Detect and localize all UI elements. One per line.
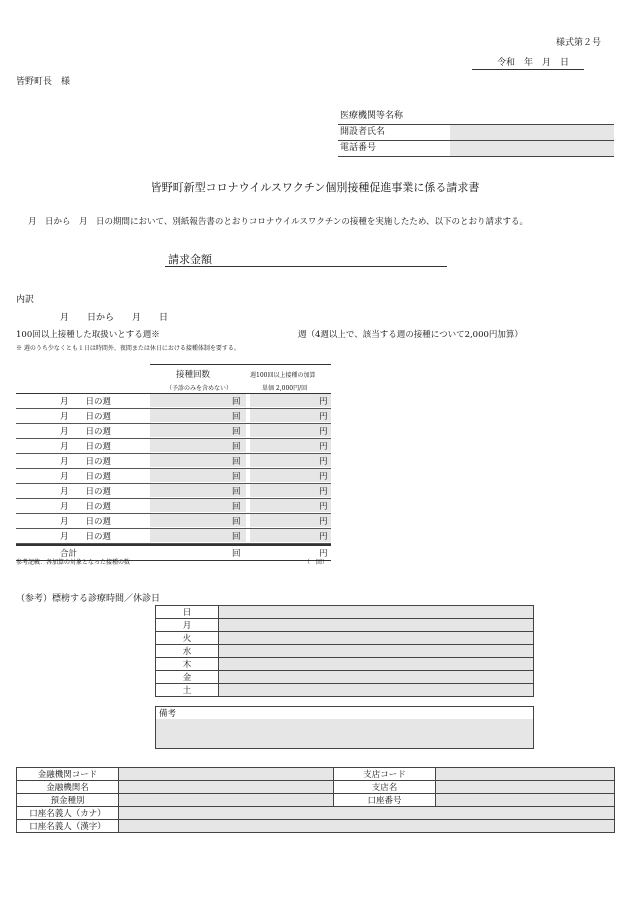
- bank-row-1: [17, 768, 615, 781]
- bonus-subheader: 単価 2,000円/回: [262, 385, 308, 392]
- week-amount-unit: 円: [319, 397, 328, 407]
- week-count-unit: 回: [232, 517, 241, 527]
- week-row-label: 月 日の週: [60, 427, 112, 437]
- week-row: [16, 499, 331, 514]
- date-line: 令和 年 月 日: [497, 58, 570, 68]
- day-hours-field[interactable]: [219, 671, 534, 684]
- hours-row: [156, 606, 534, 619]
- weeks-note: ※ 週のうち少なくとも１日は時間外、夜間または休日における接種体制を要する。: [16, 345, 240, 352]
- day-hours-field[interactable]: [219, 645, 534, 658]
- week-amount-unit: 円: [319, 412, 328, 422]
- bank-name-label: 金融機関名: [17, 781, 119, 794]
- bank-table: [16, 767, 615, 833]
- week-row: [16, 394, 331, 409]
- weeks-line-left: 100回以上接種した取扱いとする週※: [16, 330, 160, 340]
- applicant-box: [338, 109, 614, 157]
- deposit-type-label: 預金種別: [17, 794, 119, 807]
- header-top-rule: [150, 364, 331, 365]
- week-count-unit: 回: [232, 412, 241, 422]
- claim-amount-label: 請求金額: [168, 253, 212, 266]
- week-amount-unit: 円: [319, 442, 328, 452]
- day-label: 日: [156, 606, 219, 619]
- week-count-unit: 回: [232, 397, 241, 407]
- week-row: [16, 469, 331, 484]
- week-row-label: 月 日の週: [60, 457, 112, 467]
- week-row-label: 月 日の週: [60, 487, 112, 497]
- holder-kanji-label: 口座名義人（漢字）: [17, 820, 119, 833]
- applicant-owner-field[interactable]: [450, 125, 614, 140]
- total-amount-unit: 円: [319, 549, 328, 559]
- bank-row-2: [17, 781, 615, 794]
- form-number: 様式第２号: [556, 38, 602, 48]
- holder-kana-label: 口座名義人（カナ）: [17, 807, 119, 820]
- bank-row-5: [17, 820, 615, 833]
- intro-text: 月 日から 月 日の期間において、別紙報告書のとおりコロナウイルスワクチンの接種を実施したため、以下のとおり請求する。: [28, 217, 529, 227]
- day-label: 水: [156, 645, 219, 658]
- week-count-unit: 回: [232, 532, 241, 542]
- week-count-unit: 回: [232, 457, 241, 467]
- week-amount-unit: 円: [319, 517, 328, 527]
- week-amount-unit: 円: [319, 427, 328, 437]
- bank-code-label: 金融機関コード: [17, 768, 119, 781]
- day-label: 木: [156, 658, 219, 671]
- day-hours-field[interactable]: [219, 684, 534, 697]
- applicant-row-owner: [338, 125, 614, 141]
- branch-name-label: 支店名: [334, 781, 436, 794]
- holder-kana-field[interactable]: [119, 807, 615, 820]
- bank-row-3: [17, 794, 615, 807]
- bank-row-4: [17, 807, 615, 820]
- hours-row: [156, 658, 534, 671]
- week-amount-unit: 円: [319, 457, 328, 467]
- remarks-box: [155, 706, 534, 749]
- applicant-owner-label: 開設者氏名: [340, 127, 386, 137]
- week-row: [16, 514, 331, 529]
- day-label: 金: [156, 671, 219, 684]
- breakdown-period: 月 日から 月 日: [60, 313, 169, 323]
- week-row-label: 月 日の週: [60, 472, 112, 482]
- document-title: 皆野町新型コロナウイルスワクチン個別接種促進事業に係る請求書: [150, 181, 480, 194]
- branch-code-label: 支店コード: [334, 768, 436, 781]
- account-number-label: 口座番号: [334, 794, 436, 807]
- hours-row: [156, 671, 534, 684]
- addressee: 皆野町長 様: [16, 77, 71, 87]
- week-row: [16, 439, 331, 454]
- week-row-label: 月 日の週: [60, 517, 112, 527]
- deposit-type-field[interactable]: [119, 794, 334, 807]
- hours-row: [156, 684, 534, 697]
- week-rows: [16, 394, 331, 544]
- week-row: [16, 424, 331, 439]
- week-row-label: 月 日の週: [60, 442, 112, 452]
- week-row: [16, 484, 331, 499]
- week-table-header: [16, 364, 331, 394]
- week-row-label: 月 日の週: [60, 412, 112, 422]
- date-underline: [472, 69, 584, 70]
- week-count-unit: 回: [232, 442, 241, 452]
- hours-row: [156, 619, 534, 632]
- count-subheader: （予診のみを含めない）: [166, 385, 233, 392]
- total-label: 合計: [60, 549, 78, 559]
- applicant-name-field[interactable]: [450, 109, 614, 124]
- hours-heading: （参考）標榜する診療時間／休診日: [16, 594, 161, 604]
- week-amount-unit: 円: [319, 472, 328, 482]
- reference-value: （ 回）: [304, 559, 329, 566]
- remarks-label: 備考: [156, 707, 533, 719]
- hours-row: [156, 645, 534, 658]
- weeks-line-right: 週（4週以上で、該当する週の接種について2,000円加算）: [298, 330, 523, 340]
- applicant-name-label: 医療機関等名称: [340, 111, 404, 121]
- applicant-row-name: [338, 109, 614, 125]
- applicant-phone-label: 電話番号: [340, 143, 377, 153]
- week-row: [16, 454, 331, 469]
- week-amount-unit: 円: [319, 487, 328, 497]
- bank-code-field[interactable]: [119, 768, 334, 781]
- day-hours-field[interactable]: [219, 619, 534, 632]
- week-count-unit: 回: [232, 427, 241, 437]
- day-label: 土: [156, 684, 219, 697]
- bonus-header: 週100回以上接種の加算: [250, 372, 316, 379]
- remarks-field[interactable]: [156, 719, 533, 748]
- week-row: [16, 409, 331, 424]
- week-row-label: 月 日の週: [60, 502, 112, 512]
- total-count-unit: 回: [232, 549, 241, 559]
- day-hours-field[interactable]: [219, 658, 534, 671]
- applicant-phone-field[interactable]: [450, 141, 614, 156]
- applicant-row-phone: [338, 141, 614, 157]
- bank-name-field[interactable]: [119, 781, 334, 794]
- week-row: [16, 529, 331, 544]
- day-label: 月: [156, 619, 219, 632]
- claim-amount-underline: [165, 266, 447, 267]
- day-hours-field[interactable]: [219, 606, 534, 619]
- account-number-field[interactable]: [436, 794, 615, 807]
- hours-table: [155, 605, 534, 697]
- hours-row: [156, 632, 534, 645]
- week-row-label: 月 日の週: [60, 397, 112, 407]
- week-count-unit: 回: [232, 502, 241, 512]
- week-count-unit: 回: [232, 472, 241, 482]
- week-count-unit: 回: [232, 487, 241, 497]
- week-amount-unit: 円: [319, 502, 328, 512]
- week-table: [16, 364, 331, 561]
- day-label: 火: [156, 632, 219, 645]
- holder-kanji-field[interactable]: [119, 820, 615, 833]
- count-header: 接種回数: [176, 370, 211, 380]
- day-hours-field[interactable]: [219, 632, 534, 645]
- breakdown-heading: 内訳: [16, 295, 35, 305]
- branch-code-field[interactable]: [436, 768, 615, 781]
- week-amount-unit: 円: [319, 532, 328, 542]
- reference-note: 参考記載：各加算の対象となった接種の数: [16, 559, 131, 566]
- week-row-label: 月 日の週: [60, 532, 112, 542]
- branch-name-field[interactable]: [436, 781, 615, 794]
